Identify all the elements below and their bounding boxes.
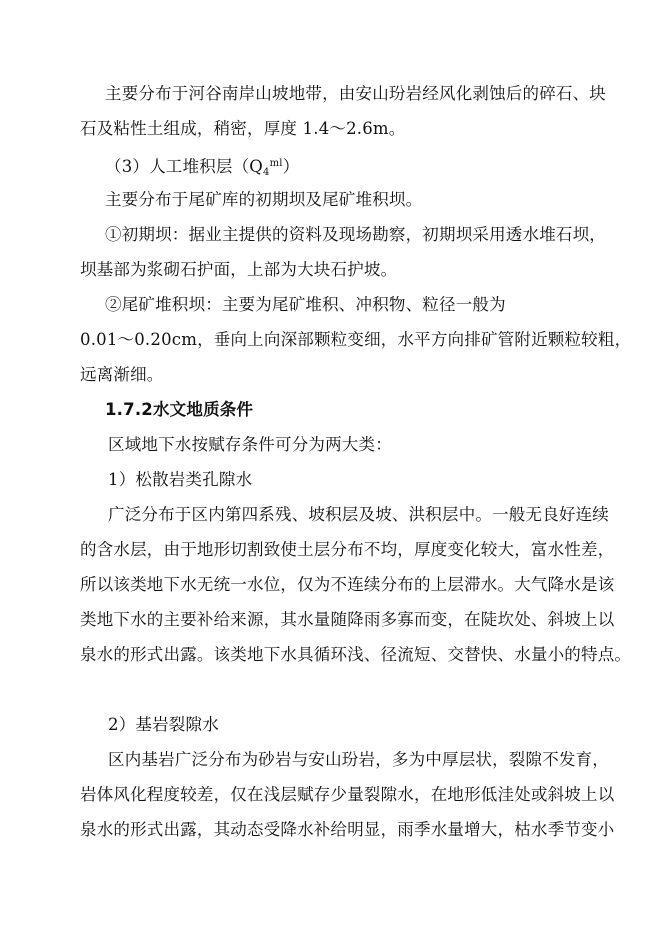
paragraph-line: 坝基部为浆砌石护面，上部为大块石护坡。 bbox=[80, 260, 398, 279]
subsection-heading: 1）松散岩类孔隙水 bbox=[108, 470, 253, 489]
paragraph-line: 0.01～0.20cm，垂向上向深部颗粒变细，水平方向排矿管附近颗粒较粗， bbox=[80, 330, 632, 349]
paragraph-line: 区内基岩广泛分布为砂岩与安山玢岩，多为中厚层状，裂隙不发育， bbox=[108, 750, 609, 769]
section-heading: 1.7.2水文地质条件 bbox=[105, 400, 254, 419]
paragraph-line: 区域地下水按赋存条件可分为两大类： bbox=[108, 435, 392, 454]
paragraph-line: ①初期坝：据业主提供的资料及现场勘察，初期坝采用透水堆石坝， bbox=[105, 225, 606, 244]
paragraph-line: 所以该类地下水无统一水位，仅为不连续分布的上层滞水。大气降水是该 bbox=[80, 575, 615, 594]
heading-subscript: 4 bbox=[263, 167, 270, 178]
paragraph-line: 主要分布于河谷南岸山坡地带，由安山玢岩经风化剥蚀后的碎石、块 bbox=[105, 84, 606, 103]
paragraph-line: 石及粘性土组成，稍密，厚度 1.4～2.6m。 bbox=[80, 119, 406, 138]
paragraph-line: ②尾矿堆积坝：主要为尾矿堆积、冲积物、粒径一般为 bbox=[105, 295, 506, 314]
paragraph-line: 广泛分布于区内第四系残、坡积层及坡、洪积层中。一般无良好连续 bbox=[108, 505, 609, 524]
paragraph-line: 主要分布于尾矿库的初期坝及尾矿堆积坝。 bbox=[105, 190, 423, 209]
subsection-heading: 2）基岩裂隙水 bbox=[108, 715, 219, 734]
paragraph-line: 类地下水的主要补给来源，其水量随降雨多寡而变，在陡坎处、斜坡上以 bbox=[80, 610, 615, 629]
paragraph-line: 远离渐细。 bbox=[80, 365, 164, 384]
heading-text-end: ） bbox=[282, 157, 300, 176]
paragraph-line: 的含水层，由于地形切割致使土层分布不均，厚度变化较大，富水性差， bbox=[80, 540, 615, 559]
subsection-heading bbox=[105, 154, 299, 183]
heading-superscript: ml bbox=[269, 158, 283, 169]
paragraph-line: 泉水的形式出露。该类地下水具循环浅、径流短、交替快、水量小的特点。 bbox=[80, 645, 632, 664]
paragraph-line: 泉水的形式出露，其动态受降水补给明显，雨季水量增大，枯水季节变小 bbox=[80, 820, 615, 839]
paragraph-line: 岩体风化程度较差，仅在浅层赋存少量裂隙水，在地形低洼处或斜坡上以 bbox=[80, 785, 615, 804]
heading-text: （3）人工堆积层（Q bbox=[105, 157, 264, 176]
